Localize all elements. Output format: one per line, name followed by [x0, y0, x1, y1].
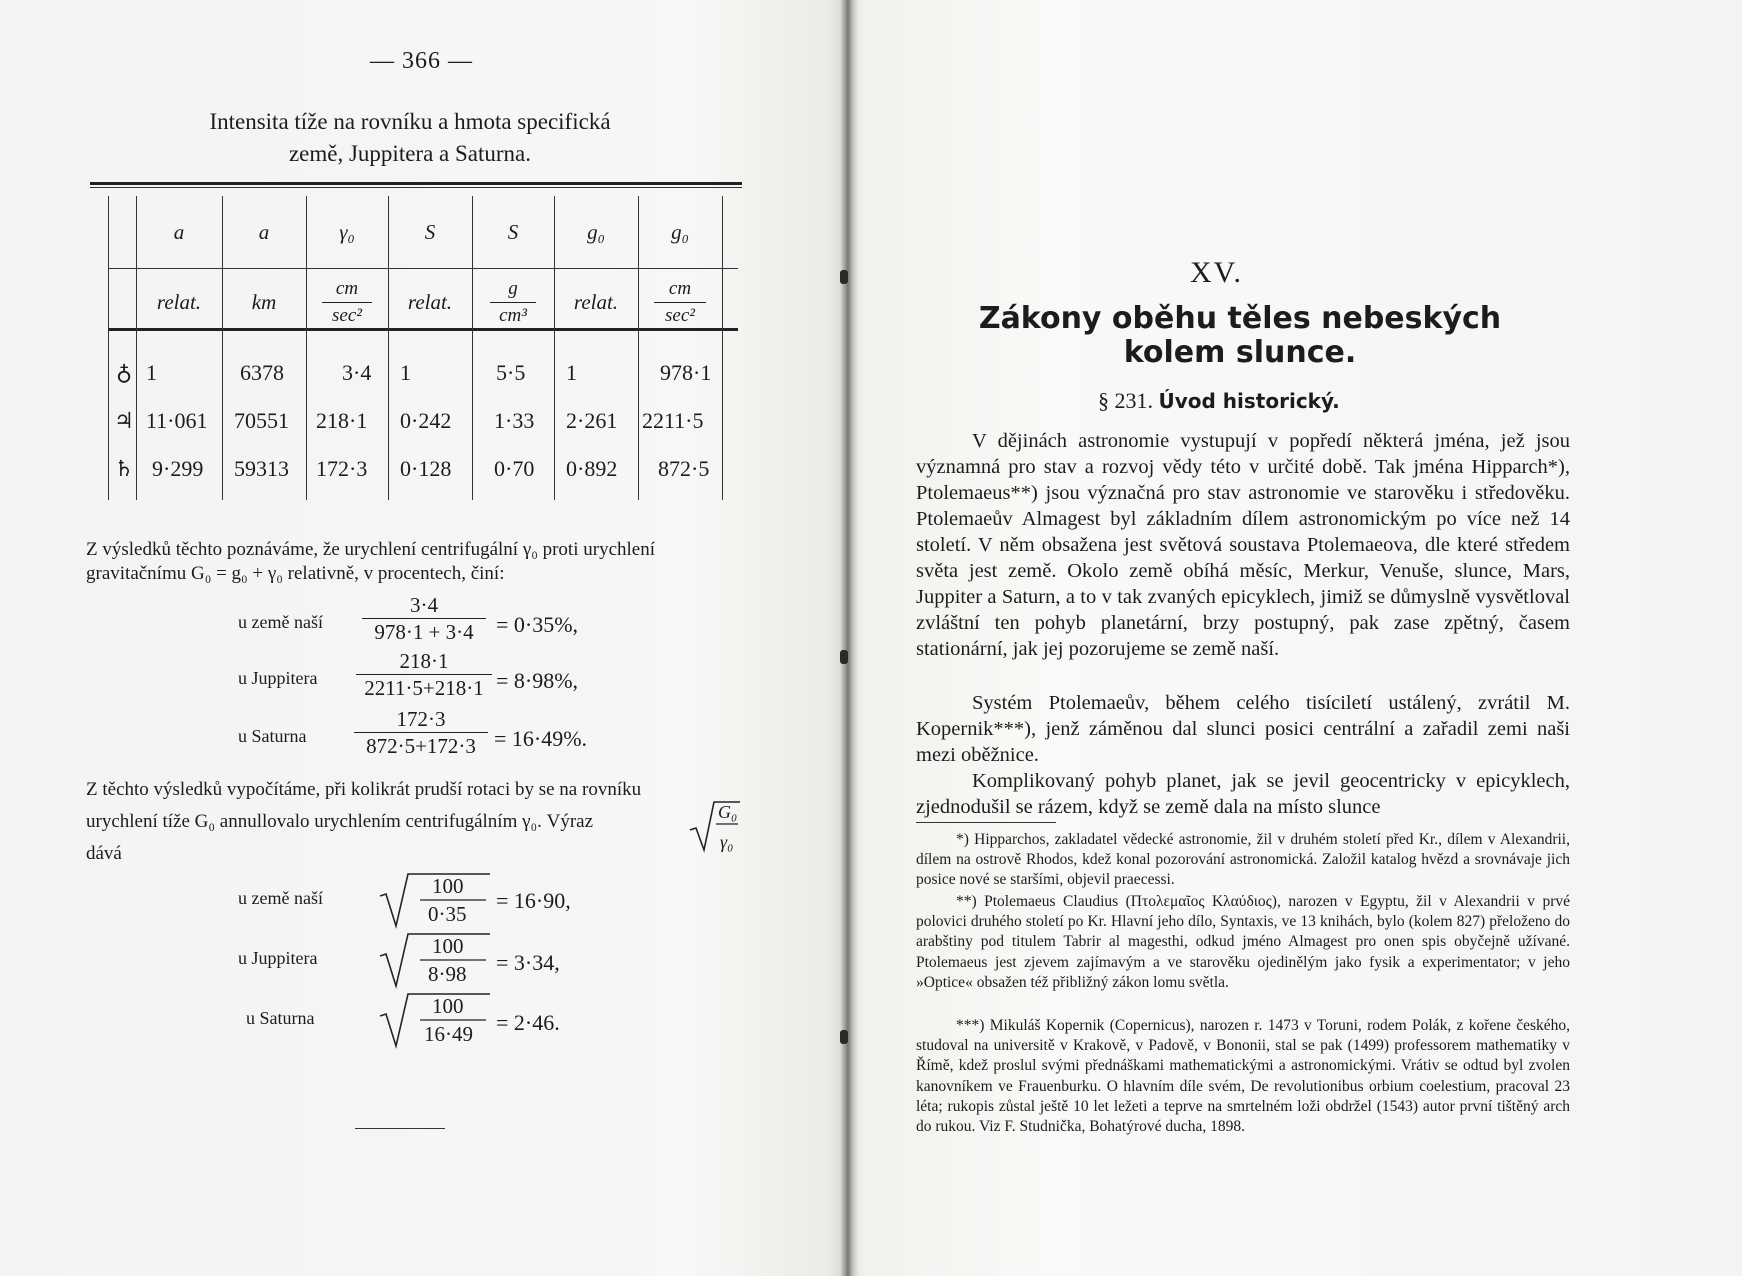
formula-fraction [362, 592, 486, 645]
unit-denominator: sec² [332, 305, 362, 326]
table-column-line [722, 196, 723, 500]
table-cell: 59313 [234, 456, 289, 481]
saturn-symbol: ♄ [114, 456, 134, 481]
table-cell: 978·1 [660, 360, 712, 385]
formula-fraction [356, 648, 492, 701]
table-cell: 172·3 [316, 456, 368, 481]
root-numerator: 100 [432, 874, 464, 898]
header-cell: γ₀ [339, 220, 355, 244]
body-paragraph: Systém Ptolemaeův, během celého tisíciletí ustálený, zvrátil M. Kopernik***), jenž záměnou dal slunci posici centrální a zařadil zemi naši mezi oběžnice. [916, 692, 1570, 766]
table-top-rule [90, 187, 742, 188]
sqrt-expression [378, 932, 492, 990]
footnote: **) Ptolemaeus Claudius (Πτολεμαῖος Κλαύδιος), narozen v Egyptu, žil v Alexandrii v prvé polovici druhého století po Kr. Hlavní jeho dílo, Syntaxis, ve 13 knihách, bylo (kolem 827) přeloženo do arabštiny pod titulem Tabrir al magesthi, odkud jméno Almagest pro onen spis obyčejně užívané. Ptolemaeus jest zjevem zajímavým a ve starověku ojedinělým jako fysik a experimentator; v jeho »Optice« obsažen též přibližný zákon lomu světla. [916, 893, 1570, 991]
table-cell: 9·299 [152, 456, 204, 481]
table-cell: 0·242 [400, 408, 452, 433]
formula-label: u Juppitera [238, 948, 318, 968]
table-cell: 5·5 [496, 360, 526, 385]
table-column-line [108, 196, 109, 500]
table-title-line: Intensita tíže na rovníku a hmota specifická [209, 109, 611, 134]
table-cell: 3·4 [342, 360, 372, 385]
root-numerator: 100 [432, 994, 464, 1018]
section-number: § 231. [1098, 388, 1153, 413]
table-cell: 218·1 [316, 408, 368, 433]
table-cell: 0·892 [566, 456, 618, 481]
paragraph [86, 538, 742, 586]
paragraph-line: urychlení tíže G₀ annullovalo urychlením centrifugálním γ₀. Výraz [86, 811, 594, 832]
root-denominator: 16·49 [424, 1022, 473, 1046]
unit-denominator: sec² [665, 305, 695, 326]
data-table [90, 182, 742, 512]
unit-cell: relat. [407, 290, 453, 314]
header-cell: a [173, 220, 185, 244]
table-cell: 2·261 [566, 408, 618, 433]
chapter-heading [940, 302, 1540, 370]
chapter-number: XV. [1190, 256, 1243, 289]
unit-fraction [322, 276, 372, 329]
binding-stitch [840, 1030, 848, 1044]
footnote-rule [916, 822, 1056, 823]
table-title-line: země, Juppitera a Saturna. [288, 141, 532, 166]
section-title: Úvod historický. [1158, 389, 1340, 413]
table-cell: 1 [400, 360, 411, 385]
formula-result: = 0·35%, [496, 612, 579, 637]
footnote: ***) Mikuláš Kopernik (Copernicus), narozen r. 1473 v Toruni, rodem Polák, z kořene českého, studoval na universitě v Krakově, v Padově, v Bononii, stal se pak (1499) professorem mathematiky v Římě, kdež proslul svými přednáškami mathematickými a astronomickými. Vrátiv se odtud byl zvolen kanovníkem ve Frauenburku. O hlavním díle svém, De revolutionibus orbium coelestium, pracoval 23 léta; rukopis zůstal ještě 10 let ležeti a teprve na smrtelném loži obdržel (1543) autor první tištěný arch do rukou. Viz F. Studnička, Bohatýrové ducha, 1898. [916, 1017, 1570, 1136]
paragraph [86, 774, 742, 870]
table-cell: 0·70 [494, 456, 535, 481]
earth-symbol: ♁ [115, 360, 133, 385]
unit-cell: km [251, 290, 277, 314]
paragraph-line: dává [86, 843, 122, 864]
header-cell: g₀ [671, 220, 689, 244]
formula-result: = 16·90, [496, 888, 571, 913]
binding-stitch [840, 270, 848, 284]
book-gutter [840, 0, 858, 1276]
sqrt-expression [378, 872, 492, 930]
heading-line: kolem slunce. [1123, 335, 1357, 370]
body-paragraph: V dějinách astronomie vystupují v popředí některá jména, jež jsou významná pro stav a rozvoj vědy této v určité době. Tak jména Hipparch*), Ptolemaeus**) jsou význačná pro stav astronomie ve starověku i středověku. Ptolemaeův Almagest byl základním dílem astronomickým po více než 14 století. V něm obsažena jest světová soustava Ptolemaeova, dle které středem světa jest země. Okolo země obíhá měsíc, Merkur, Venuše, slunce, Mars, Juppiter a Saturn, a to v tak zvaných epicyklech, jimiž se důmyslně vysvětloval zvláštní ten pohyb planetární, brzy postupný, pak zase zpětný, časem stationární, jak jej pozorujeme se země naší. [916, 430, 1570, 660]
heading-line: Zákony oběhu těles nebeských [978, 301, 1502, 336]
root-denominator: 0·35 [428, 902, 467, 926]
paragraph-line: Z výsledků těchto poznáváme, že urychlení centrifugální γ₀ proti urychlení [86, 539, 655, 560]
table-cell: 0·128 [400, 456, 452, 481]
formula-label: u Juppitera [238, 668, 318, 688]
formula-result: = 3·34, [496, 950, 560, 975]
root-numerator: G₀ [718, 802, 738, 822]
unit-numerator: cm [654, 276, 706, 303]
left-page [0, 0, 838, 1276]
sqrt-expression [688, 800, 740, 856]
jupiter-symbol: ♃ [114, 408, 134, 433]
root-denominator: γ₀ [720, 832, 734, 852]
header-cell: S [424, 220, 436, 244]
end-rule [355, 1128, 445, 1129]
fraction-numerator: 218·1 [356, 648, 492, 675]
header-cell: S [507, 220, 519, 244]
table-cell: 70551 [234, 408, 289, 433]
header-cell: a [258, 220, 270, 244]
table-cell: 1 [566, 360, 577, 385]
table-header-rule [108, 328, 738, 331]
unit-fraction [490, 276, 536, 329]
table-cell: 872·5 [658, 456, 710, 481]
table-cell: 6378 [240, 360, 284, 385]
formula-result: = 8·98%, [496, 668, 579, 693]
paragraph-line: Z těchto výsledků vypočítáme, při kolikrát prudší rotaci by se na rovníku [86, 779, 642, 800]
table-top-rule [90, 182, 742, 185]
formula-label: u Saturna [246, 1008, 315, 1028]
root-denominator: 8·98 [428, 962, 467, 986]
table-cell: 1 [146, 360, 157, 385]
root-numerator: 100 [432, 934, 464, 958]
unit-denominator: cm³ [499, 305, 527, 326]
fraction-denominator: 978·1 + 3·4 [374, 620, 474, 644]
header-cell: g₀ [587, 220, 605, 244]
fraction-denominator: 872·5+172·3 [366, 734, 476, 758]
table-cell: 11·061 [146, 408, 208, 433]
formula-label: u země naší [238, 888, 323, 908]
sqrt-expression [378, 992, 492, 1050]
formula-result: = 16·49%. [494, 726, 588, 751]
table-header-rule [108, 268, 738, 269]
paragraph-line: gravitačnímu G₀ = g₀ + γ₀ relativně, v procentech, činí: [86, 563, 505, 584]
unit-cell: relat. [156, 290, 202, 314]
table-title [150, 106, 670, 170]
unit-numerator: cm [322, 276, 372, 303]
page-number: — 366 — [370, 48, 473, 74]
formula-label: u země naší [238, 612, 323, 632]
fraction-numerator: 172·3 [354, 706, 488, 733]
section-heading [1098, 388, 1340, 414]
unit-cell: relat. [573, 290, 619, 314]
formula-result: = 2·46. [496, 1010, 560, 1035]
formula-fraction [354, 706, 488, 759]
table-cell: 2211·5 [642, 408, 704, 433]
fraction-denominator: 2211·5+218·1 [364, 676, 484, 700]
unit-numerator: g [490, 276, 536, 303]
table-cell: 1·33 [494, 408, 535, 433]
body-paragraph: Komplikovaný pohyb planet, jak se jevil geocentricky v epicyklech, zjednodušil se rázem, když se země dala na místo slunce [916, 770, 1570, 818]
unit-fraction [654, 276, 706, 329]
binding-stitch [840, 650, 848, 664]
fraction-numerator: 3·4 [362, 592, 486, 619]
footnote: *) Hipparchos, zakladatel vědecké astronomie, žil v druhém století před Kr., dílem v Alexandrii, dílem na ostrově Rhodos, kdež konal pozorování astronomická. Založil katalog hvězd a srovnávaje jich posice nové se staršími, objevil praecessi. [916, 831, 1570, 889]
formula-label: u Saturna [238, 726, 307, 746]
